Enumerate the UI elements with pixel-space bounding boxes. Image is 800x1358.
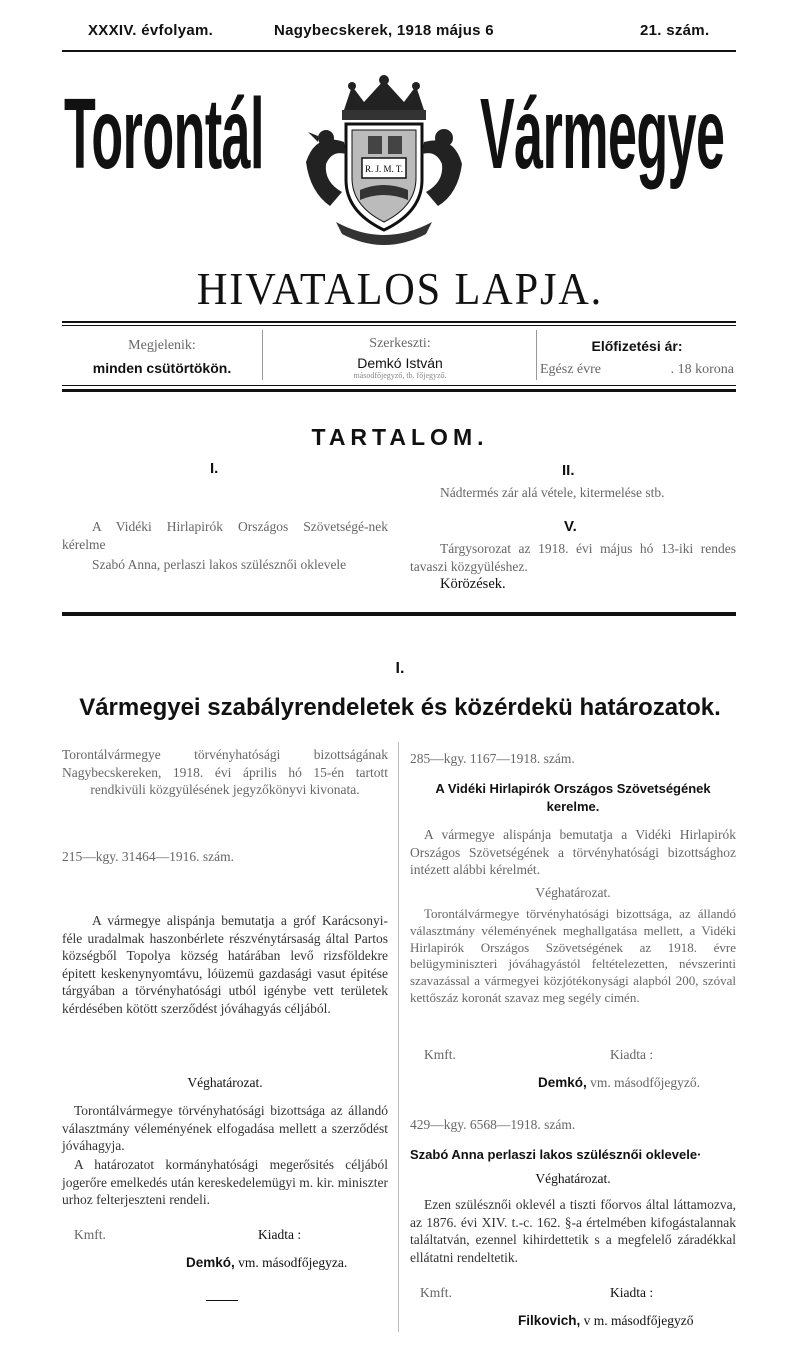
left-kiadta: Kiadta : — [258, 1227, 302, 1242]
info-editor-label: Szerkeszti: — [369, 336, 431, 351]
right-signature1-title: vm. másodfőjegyző. — [590, 1075, 701, 1090]
column-divider — [398, 742, 399, 1332]
toc-bottom-rule — [62, 612, 736, 616]
info-editor-name: Demkó István — [357, 355, 443, 371]
left-decision: Torontálvármegye törvényhatósági bizottsága az állandó választmány véleményének elfogadása mellett a szerződést jóváhagyja. — [62, 1103, 388, 1154]
left-signature-name: Demkó, — [186, 1255, 235, 1270]
toc-left-item2: Szabó Anna, perlaszi lakos szülésznői oklevele — [92, 557, 347, 572]
info-bottom-rule — [62, 389, 736, 392]
right-kmft2: Kmft. — [420, 1285, 452, 1300]
info-top-rule — [62, 321, 736, 323]
masthead-subtitle: HIVATALOS LAPJA. — [196, 263, 604, 314]
toc-left-heading: I. — [210, 460, 219, 477]
right-kiadta1: Kiadta : — [610, 1047, 654, 1062]
info-editor — [264, 333, 536, 381]
left-signature — [186, 1254, 347, 1272]
right-decision1: Torontálvármegye törvényhatósági bizottsága, az állandó választmány véleményének meghallgatása mellett, a Vidéki Hirlapirók Országos Szövetségének az 1918. évre belügyminiszteri jóváhagyástól feltételezetten, névszerinti szavazással a vármegyei közjótékonysági alapból 200, szóval kettőszáz koronát szavaz meg segély cimén. — [410, 906, 736, 1005]
right-title2: Szabó Anna perlaszi lakos szülésznői oklevele· — [410, 1147, 702, 1162]
info-divider-2 — [536, 330, 537, 380]
right-kiadta2: Kiadta : — [610, 1285, 654, 1300]
left-signature-title: vm. másodfőjegyza. — [238, 1255, 348, 1270]
left-intro: Torontálvármegye törvényhatósági bizottságának Nagybecskereken, 1918. évi április hó 15-én tartott rendkivüli közgyülésének jegyzőkönyvi kivonata. — [62, 747, 388, 798]
place-date: Nagybecskerek, 1918 május 6 — [274, 22, 494, 39]
volume-label: XXXIV. évfolyam. — [88, 22, 214, 39]
info-subscription-label: Előfizetési ár: — [591, 338, 683, 354]
right-signature2-title: v m. másodfőjegyző — [583, 1313, 694, 1328]
section-title: Vármegyei szabályrendeletek és közérdekü határozatok. — [79, 694, 721, 721]
toc-left-item1: A Vidéki Hirlapirók Országos Szövetségé-nek kérelme — [62, 519, 388, 552]
right-signature2 — [518, 1312, 694, 1330]
masthead-title-left: Torontál — [64, 78, 264, 190]
right-decision-heading2: Véghatározat. — [535, 1171, 611, 1186]
left-end-rule — [206, 1300, 238, 1301]
toc-right-heading2: V. — [564, 518, 577, 535]
toc-right-item3: Körözések. — [440, 576, 506, 592]
header-rule — [62, 50, 736, 52]
toc-right-item1: Nádtermés zár alá vétele, kitermelése stb. — [440, 485, 665, 500]
right-signature1-name: Demkó, — [538, 1075, 587, 1090]
info-bottom-rule-thin — [62, 385, 736, 386]
toc-title: TARTALOM. — [311, 424, 489, 450]
right-title1: A Vidéki Hirlapirók Országos Szövetségének kerelme. — [435, 781, 711, 814]
info-appearance-label: Megjelenik: — [128, 338, 196, 353]
right-body1: A vármegye alispánja bemutatja a Vidéki Hirlapirók Országos Szövetségének a törvényhatósági bizottsághoz intézett alábbi kérelmét. — [410, 827, 736, 878]
left-kmft: Kmft. — [74, 1227, 106, 1242]
toc-right-heading1: II. — [562, 462, 575, 479]
info-top-rule-thin — [62, 325, 736, 326]
info-subscription-period: Egész évre — [540, 362, 602, 377]
left-decision-heading: Véghatározat. — [187, 1075, 263, 1090]
info-appearance-value: minden csütörtökön. — [92, 360, 232, 376]
right-signature2-name: Filkovich, — [518, 1313, 581, 1328]
info-subscription-price: . 18 korona — [670, 362, 734, 377]
left-body: A vármegye alispánja bemutatja a gróf Karácsonyi-féle uradalmak haszonbérlete részvénytársaság által Partos községből Topolya község határában levő rizsföldekre épitett keskenynyomtávu, lóüzemü gazdasági vasut épitése tárgyában a törvényhatósági utból igénybe vett területek kérdésében kötött szerződést jóváhagyás céljából. — [62, 913, 388, 1016]
right-signature1 — [538, 1074, 700, 1092]
right-ref1: 285—kgy. 1167—1918. szám. — [410, 751, 575, 766]
info-appearance — [62, 335, 262, 381]
info-subscription — [538, 335, 736, 381]
left-ref: 215—kgy. 31464—1916. szám. — [62, 849, 234, 864]
info-divider-1 — [262, 330, 263, 380]
info-editor-title: másodfőjegyző, tb. főjegyző. — [353, 371, 447, 380]
right-ref2: 429—kgy. 6568—1918. szám. — [410, 1117, 576, 1132]
issue-number: 21. szám. — [640, 22, 710, 39]
section-number: I. — [395, 660, 405, 677]
toc-right-item2: Tárgysorozat az 1918. évi május hó 13-iki rendes tavaszi közgyüléshez. — [410, 541, 736, 574]
right-kmft1: Kmft. — [424, 1047, 456, 1062]
crest-text: R. J. M. T. — [365, 164, 403, 174]
right-decision-heading1: Véghatározat. — [535, 885, 611, 900]
coat-of-arms-icon — [296, 72, 472, 248]
left-decision2: A határozatot kormányhatósági megerősités céljából jogerőre emelkedés után kereskedelemügyi m. kir. miniszter urhoz felterjeszteni rendeli. — [62, 1157, 388, 1208]
right-body2: Ezen szülésznői oklevél a tiszti főorvos által láttamozva, az 1876. évi XIV. t.-c. 162. §-a értelmében kifogástalannak találtatván, ezennel kihirdettetik s a megfelelő záradékkal ellátatni rendeltetik. — [410, 1197, 736, 1265]
masthead-title-right: Vármegye — [480, 78, 725, 190]
